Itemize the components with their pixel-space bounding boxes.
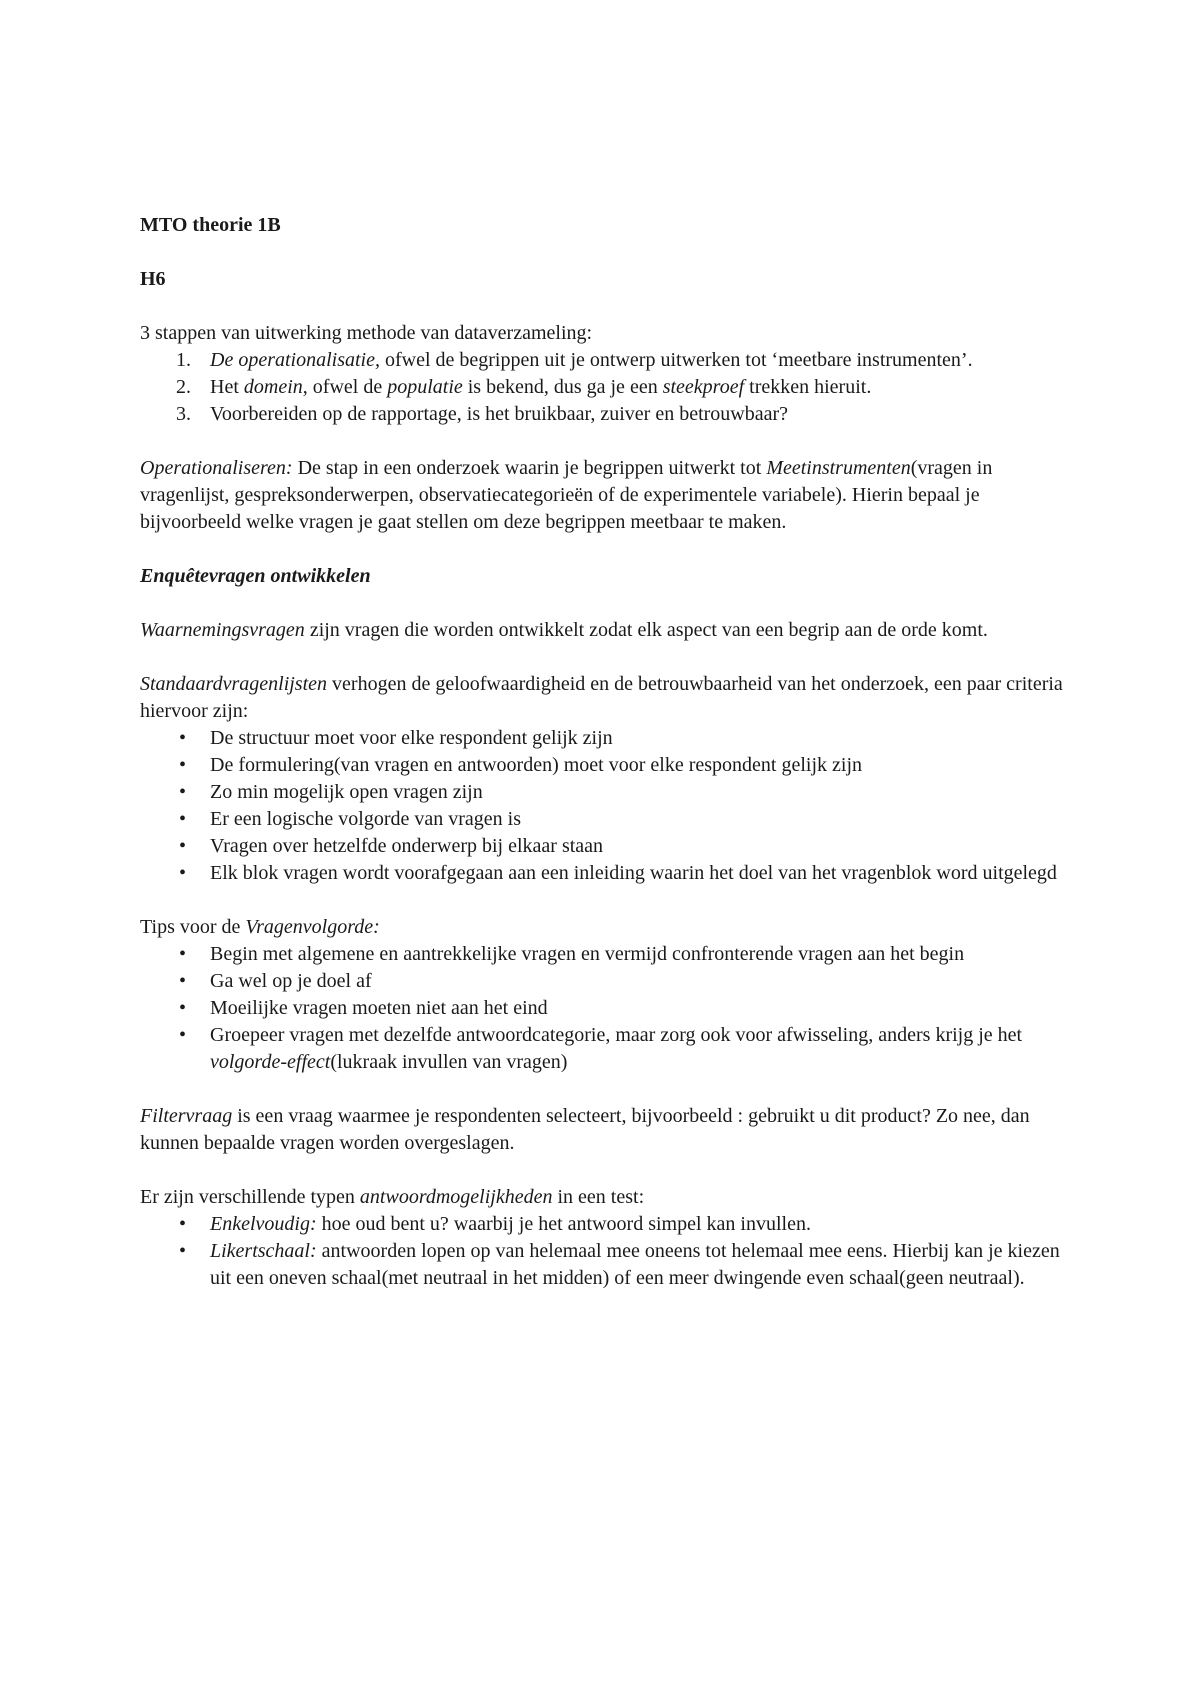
bullet-icon: • — [179, 943, 187, 965]
step-text: , ofwel de — [302, 376, 388, 398]
list-item-text: (lukraak invullen van vragen) — [330, 1051, 568, 1073]
document-page — [140, 212, 1080, 1319]
antwoord-intro — [140, 1184, 1080, 1211]
step-text: ofwel de begrippen uit je ontwerp uitwerken tot ‘meetbare instrumenten’. — [379, 349, 973, 371]
step-item — [140, 401, 1080, 428]
step-text: trekken hieruit. — [744, 376, 872, 398]
paragraph-text: Tips voor de — [140, 916, 246, 938]
term: Filtervraag — [140, 1105, 233, 1127]
list-item-text: De structuur moet voor elke respondent gelijk zijn — [210, 727, 613, 749]
list-item — [140, 779, 1080, 806]
paragraph-text: zijn vragen die worden ontwikkelt zodat elk aspect van een begrip aan de orde komt. — [304, 619, 988, 641]
paragraph-text: Er zijn verschillende typen — [140, 1186, 360, 1208]
tips-list — [140, 941, 1080, 1076]
list-item-text: Moeilijke vragen moeten niet aan het eind — [210, 997, 548, 1019]
step-text: Het — [210, 376, 244, 398]
step-emphasis: De operationalisatie, — [210, 349, 380, 371]
list-item-text: Begin met algemene en aantrekkelijke vragen en vermijd confronterende vragen aan het begin — [210, 943, 965, 965]
list-item — [140, 860, 1080, 887]
list-item — [140, 1238, 1080, 1292]
chapter-heading: H6 — [140, 268, 166, 290]
term: Meetinstrumenten — [766, 457, 911, 479]
list-item — [140, 752, 1080, 779]
paragraph-text: is een vraag waarmee je respondenten selecteert, bijvoorbeeld : gebruikt u dit product? Zo nee, dan kunnen bepaalde vragen worden overgeslagen. — [140, 1105, 1030, 1154]
section-heading: Enquêtevragen ontwikkelen — [140, 565, 371, 587]
standaard-paragraph — [140, 671, 1080, 725]
criteria-list — [140, 725, 1080, 887]
step-number: 3. — [176, 403, 191, 425]
list-item — [140, 725, 1080, 752]
term: Standaardvragenlijsten — [140, 673, 328, 695]
list-item — [140, 1022, 1080, 1076]
step-item — [140, 347, 1080, 374]
step-text: Voorbereiden op de rapportage, is het bruikbaar, zuiver en betrouwbaar? — [210, 403, 789, 425]
paragraph-text: verhogen de geloofwaardigheid en de betrouwbaarheid van het onderzoek, een paar criteria hiervoor zijn: — [140, 673, 1063, 722]
term: volgorde-effect — [210, 1051, 331, 1073]
list-item — [140, 941, 1080, 968]
term: Operationaliseren: — [140, 457, 293, 479]
list-item — [140, 995, 1080, 1022]
list-item-text: Er een logische volgorde van vragen is — [210, 808, 522, 830]
bullet-icon: • — [179, 781, 187, 803]
step-text: is bekend, dus ga je een — [462, 376, 663, 398]
term: Likertschaal: — [210, 1240, 317, 1262]
list-item-text: Ga wel op je doel af — [210, 970, 372, 992]
list-item-text: hoe oud bent u? waarbij je het antwoord simpel kan invullen. — [316, 1213, 811, 1235]
antwoord-types-list — [140, 1211, 1080, 1292]
steps-intro: 3 stappen van uitwerking methode van dataverzameling: — [140, 322, 593, 344]
step-item — [140, 374, 1080, 401]
paragraph-text: (vragen in vragenlijst, gespreksonderwerpen, observatiecategorieën of de experimentele variabele). Hierin bepaal je bijvoorbeeld welke vragen je gaat stellen om deze begrippen meetbaar te maken. — [140, 457, 993, 533]
list-item-text: antwoorden lopen op van helemaal mee oneens tot helemaal mee eens. Hierbij kan je kiezen uit een oneven schaal(met neutraal in het midden) of een meer dwingende even schaal(geen neutraal). — [210, 1240, 1060, 1289]
list-item-text: De formulering(van vragen en antwoorden) moet voor elke respondent gelijk zijn — [210, 754, 863, 776]
bullet-icon: • — [179, 997, 187, 1019]
list-item-text: Elk blok vragen wordt voorafgegaan aan een inleiding waarin het doel van het vragenblok word uitgelegd — [210, 862, 1057, 884]
step-emphasis: domein — [243, 376, 303, 398]
filtervraag-paragraph — [140, 1103, 1080, 1157]
paragraph-text: De stap in een onderzoek waarin je begrippen uitwerkt tot — [292, 457, 767, 479]
paragraph-text: in een test: — [552, 1186, 645, 1208]
step-emphasis: steekproef — [662, 376, 745, 398]
bullet-icon: • — [179, 727, 187, 749]
document-title: MTO theorie 1B — [140, 214, 281, 236]
list-item-text: Zo min mogelijk open vragen zijn — [210, 781, 483, 803]
bullet-icon: • — [179, 754, 187, 776]
waarnemingsvragen-paragraph — [140, 617, 1080, 644]
operationaliseren-paragraph — [140, 455, 1080, 536]
step-emphasis: populatie — [387, 376, 463, 398]
list-item — [140, 968, 1080, 995]
list-item — [140, 1211, 1080, 1238]
bullet-icon: • — [179, 1213, 187, 1235]
bullet-icon: • — [179, 1024, 187, 1046]
steps-list — [140, 347, 1080, 428]
bullet-icon: • — [179, 862, 187, 884]
bullet-icon: • — [179, 970, 187, 992]
list-item-text: Groepeer vragen met dezelfde antwoordcategorie, maar zorg ook voor afwisseling, anders krijg je het — [210, 1024, 1023, 1046]
bullet-icon: • — [179, 1240, 187, 1262]
tips-intro — [140, 914, 1080, 941]
bullet-icon: • — [179, 808, 187, 830]
term: Vragenvolgorde: — [245, 916, 380, 938]
list-item — [140, 806, 1080, 833]
bullet-icon: • — [179, 835, 187, 857]
term: Waarnemingsvragen — [140, 619, 305, 641]
term: antwoordmogelijkheden — [359, 1186, 553, 1208]
list-item-text: Vragen over hetzelfde onderwerp bij elkaar staan — [210, 835, 604, 857]
term: Enkelvoudig: — [210, 1213, 317, 1235]
list-item — [140, 833, 1080, 860]
step-number: 2. — [176, 376, 191, 398]
step-number: 1. — [176, 349, 191, 371]
